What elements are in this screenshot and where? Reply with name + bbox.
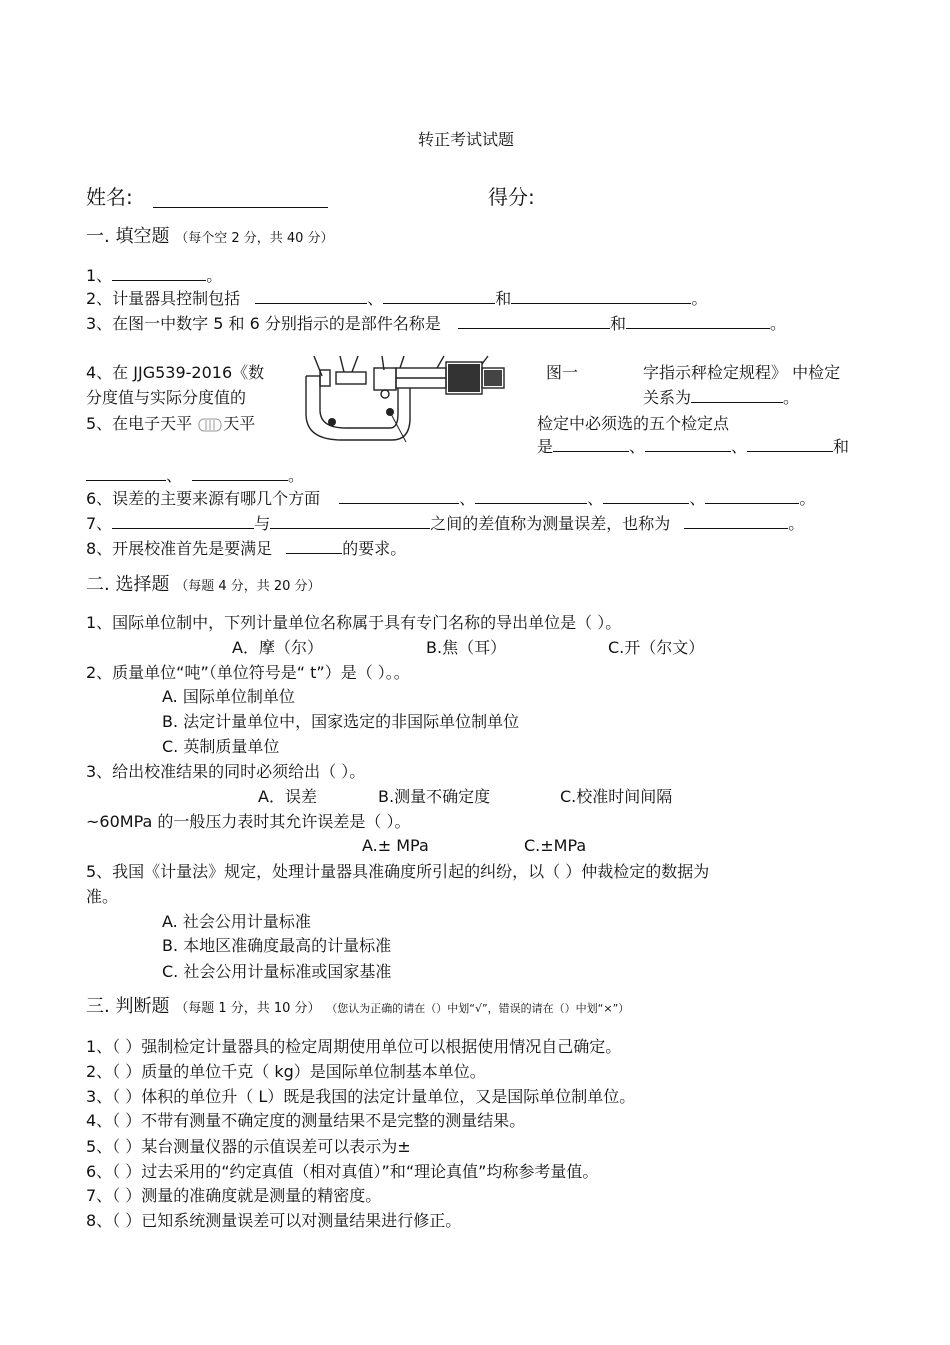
q1-blank[interactable] bbox=[112, 266, 206, 281]
q2-and: 和 bbox=[495, 289, 512, 308]
q7-blank-3[interactable] bbox=[684, 514, 788, 529]
q5-blank-5[interactable] bbox=[192, 466, 288, 481]
q5-blank-2[interactable] bbox=[645, 437, 731, 452]
q7-blank-1[interactable] bbox=[112, 514, 254, 529]
choice-q3-c[interactable]: C.校准时间间隔 bbox=[560, 787, 673, 806]
q6-sep-2: 、 bbox=[587, 489, 604, 508]
q2-blank-2[interactable] bbox=[383, 289, 495, 304]
q3-and: 和 bbox=[609, 314, 626, 333]
q5-period: 。 bbox=[288, 466, 305, 485]
judge-item-1[interactable]: 1、（ ）强制检定计量器具的检定周期使用单位可以根据使用情况自己确定。 bbox=[86, 1037, 622, 1056]
choice-q5-c[interactable]: C. 社会公用计量标准或国家基准 bbox=[162, 962, 392, 981]
choice-q2: 2、质量单位“吨”（单位符号是“ t”）是（ ）。。 bbox=[86, 663, 410, 682]
choice-q5-cont: 准。 bbox=[86, 887, 119, 906]
section1-title: 一. 填空题 bbox=[86, 226, 170, 247]
q8-tail: 的要求。 bbox=[342, 539, 407, 558]
q5-text-b: 天平 bbox=[223, 414, 256, 433]
q5-text-d: 是 bbox=[537, 437, 554, 456]
q5-sep-2: 、 bbox=[731, 437, 748, 456]
q1-number: 1、 bbox=[86, 266, 113, 285]
section2-note: （每题 4 分，共 20 分） bbox=[175, 579, 321, 594]
q7-number: 7、 bbox=[86, 514, 113, 533]
choice-q1-a[interactable]: A．摩（尔） bbox=[232, 638, 323, 657]
q7-period: 。 bbox=[788, 514, 805, 533]
q6-blank-3[interactable] bbox=[603, 489, 689, 504]
q4-line-1: 4、在 JJG539-2016《数 bbox=[86, 363, 265, 382]
judge-item-2[interactable]: 2、（ ）质量的单位千克（ kg）是国际单位制基本单位。 bbox=[86, 1062, 486, 1081]
judge-item-6[interactable]: 6、（ ）过去采用的“约定真值（相对真值）”和“理论真值”均称参考量值。 bbox=[86, 1162, 599, 1181]
choice-q4-a[interactable]: A.± MPa bbox=[362, 836, 429, 855]
q6-blank-2[interactable] bbox=[475, 489, 587, 504]
balance-icon bbox=[197, 417, 223, 433]
q5-sep-1: 、 bbox=[629, 437, 646, 456]
q7-text: 之间的差值称为测量误差，也称为 bbox=[430, 514, 671, 533]
judge-item-3[interactable]: 3、（ ）体积的单位升（ L）既是我国的法定计量单位，又是国际单位制单位。 bbox=[86, 1087, 636, 1106]
q5-and: 和 bbox=[833, 437, 850, 456]
section3-instruction: （您认为正确的请在（）中划“√”，错误的请在（）中划“×”） bbox=[326, 1002, 630, 1015]
choice-q1-c[interactable]: C.开（尔文） bbox=[608, 638, 705, 657]
q6-blank-1[interactable] bbox=[339, 489, 459, 504]
judge-item-8[interactable]: 8、（ ）已知系统测量误差可以对测量结果进行修正。 bbox=[86, 1211, 462, 1230]
q2-period: 。 bbox=[691, 289, 708, 308]
section3-title: 三. 判断题 bbox=[86, 996, 170, 1017]
choice-q3-b[interactable]: B.测量不确定度 bbox=[378, 787, 491, 806]
section3-heading bbox=[86, 996, 629, 1020]
q8-blank[interactable] bbox=[286, 539, 342, 554]
q3-period: 。 bbox=[770, 314, 787, 333]
choice-q1: 1、国际单位制中，下列计量单位名称属于具有专门名称的导出单位是（ ）。 bbox=[86, 613, 622, 632]
fill-q3 bbox=[86, 314, 786, 334]
choice-q5-a[interactable]: A. 社会公用计量标准 bbox=[162, 912, 311, 931]
judge-item-7[interactable]: 7、（ ）测量的准确度就是测量的精密度。 bbox=[86, 1186, 382, 1205]
judge-item-4[interactable]: 4、（ ）不带有测量不确定度的测量结果不是完整的测量结果。 bbox=[86, 1111, 526, 1130]
judge-item-5[interactable]: 5、（ ）某台测量仪器的示值误差可以表示为± bbox=[86, 1137, 411, 1156]
q5-line-1b: 检定中必须选的五个检定点 bbox=[537, 414, 730, 433]
score-label: 得分: bbox=[488, 185, 535, 209]
q5-text-a: 5、在电子天平 bbox=[86, 414, 193, 433]
fill-q2 bbox=[86, 289, 707, 309]
name-label: 姓名: bbox=[86, 185, 133, 209]
q2-blank-3[interactable] bbox=[511, 289, 691, 304]
section2-title: 二. 选择题 bbox=[86, 574, 170, 595]
q5-line-3 bbox=[86, 466, 304, 486]
q2-blank-1[interactable] bbox=[255, 289, 367, 304]
q4-line-2: 分度值与实际分度值的 bbox=[86, 388, 247, 407]
choice-q2-a[interactable]: A. 国际单位制单位 bbox=[162, 687, 295, 706]
q6-sep-1: 、 bbox=[459, 489, 476, 508]
choice-q5: 5、我国《计量法》规定，处理计量器具准确度所引起的纠纷，以（ ）仲裁检定的数据为 bbox=[86, 862, 710, 881]
section1-heading bbox=[86, 226, 334, 250]
q3-blank-1[interactable] bbox=[458, 314, 610, 329]
choice-q2-b[interactable]: B. 法定计量单位中，国家选定的非国际单位制单位 bbox=[162, 712, 520, 731]
q2-sep: 、 bbox=[367, 289, 384, 308]
q5-sep-3: 、 bbox=[166, 466, 183, 485]
choice-q4: ~60MPa 的一般压力表时其允许误差是（ ）。 bbox=[86, 812, 411, 831]
q4-line-1b: 字指示秤检定规程》 中检定 bbox=[643, 363, 841, 382]
q4-relation-text: 关系为 bbox=[643, 388, 692, 407]
section1-note: （每个空 2 分，共 40 分） bbox=[175, 231, 334, 246]
choice-q3: 3、给出校准结果的同时必须给出（ ）。 bbox=[86, 762, 366, 781]
q6-sep-3: 、 bbox=[689, 489, 706, 508]
fill-q8 bbox=[86, 539, 406, 559]
micrometer-figure bbox=[292, 348, 520, 454]
fill-q1 bbox=[86, 266, 222, 286]
q6-blank-4[interactable] bbox=[705, 489, 799, 504]
choice-q5-b[interactable]: B. 本地区准确度最高的计量标准 bbox=[162, 936, 392, 955]
fill-q7 bbox=[86, 514, 804, 534]
q6-period: 。 bbox=[799, 489, 816, 508]
q6-text: 6、误差的主要来源有哪几个方面 bbox=[86, 489, 321, 508]
q2-text: 2、计量器具控制包括 bbox=[86, 289, 241, 308]
choice-q2-c[interactable]: C. 英制质量单位 bbox=[162, 737, 280, 756]
section2-heading bbox=[86, 574, 321, 598]
fill-q6 bbox=[86, 489, 815, 509]
q5-line-2 bbox=[537, 437, 849, 457]
q4-period: 。 bbox=[783, 388, 800, 407]
choice-q4-c[interactable]: C.±MPa bbox=[524, 836, 587, 855]
q4-blank[interactable] bbox=[691, 388, 783, 403]
choice-q1-b[interactable]: B.焦（耳） bbox=[426, 638, 507, 657]
q7-blank-2[interactable] bbox=[270, 514, 430, 529]
q1-period: 。 bbox=[206, 266, 223, 285]
section3-note: （每题 1 分，共 10 分） bbox=[175, 1001, 321, 1016]
q5-blank-4[interactable] bbox=[86, 466, 166, 481]
q8-text: 8、开展校准首先是要满足 bbox=[86, 539, 273, 558]
name-field[interactable] bbox=[153, 188, 328, 208]
figure-caption: 图一 bbox=[546, 363, 579, 382]
q3-text: 3、在图一中数字 5 和 6 分别指示的是部件名称是 bbox=[86, 314, 441, 333]
choice-q3-a[interactable]: A．误差 bbox=[258, 787, 317, 806]
q5-blank-1[interactable] bbox=[553, 437, 629, 452]
q7-with: 与 bbox=[254, 514, 271, 533]
q5-line-1 bbox=[86, 414, 255, 434]
q3-blank-2[interactable] bbox=[626, 314, 770, 329]
q5-blank-3[interactable] bbox=[747, 437, 833, 452]
page-title: 转正考试试题 bbox=[418, 130, 515, 149]
q4-line-2b bbox=[643, 388, 799, 408]
